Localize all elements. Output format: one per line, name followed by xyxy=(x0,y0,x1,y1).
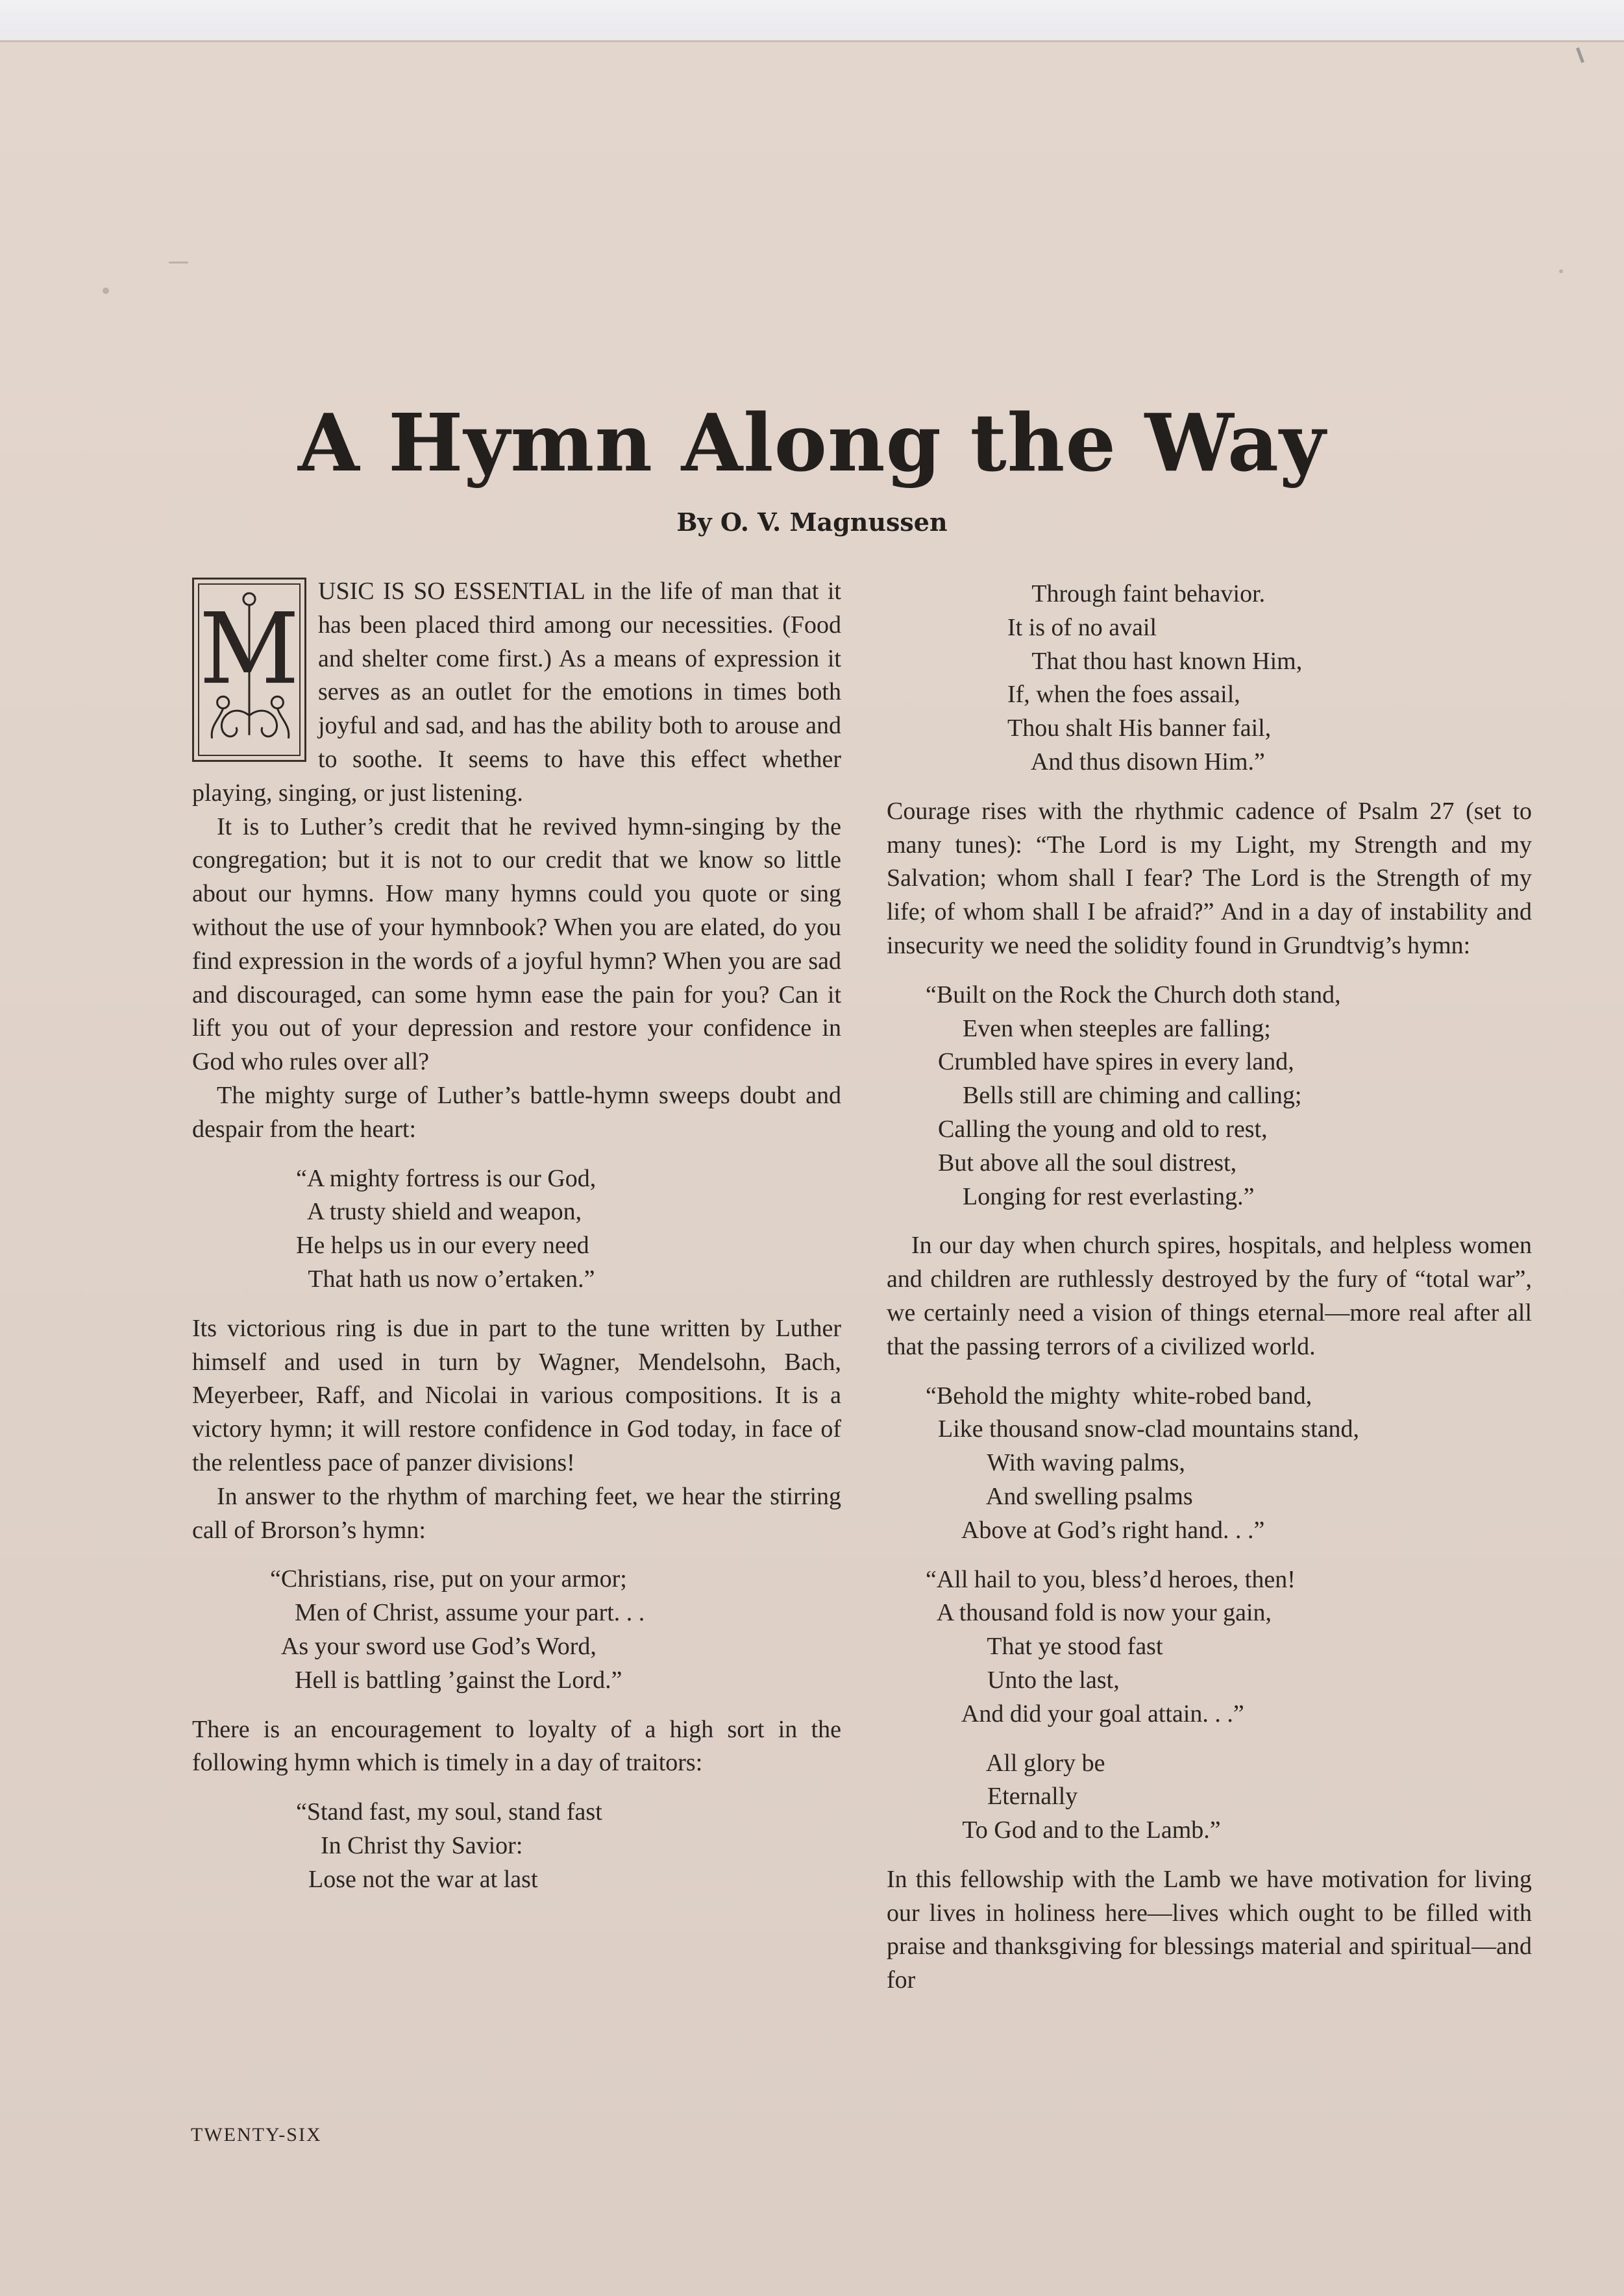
loyalty-paragraph: There is an encouragement to loyalty of a high sort in the following hymn which is timely in a day of traitors: xyxy=(192,1715,841,1777)
verse-line: All glory be xyxy=(926,1749,1105,1777)
drop-cap-letter: M xyxy=(199,592,299,707)
verse-line: Lose not the war at last xyxy=(296,1865,538,1893)
intro-paragraph: USIC IS SO ESSENTIAL in the life of man that it has been placed third among our necessities. (Food and shelter come first.) As a means of expression it serves as an outlet for the emotions in times both joyful and sad, and has the ability both to arouse and to soothe. It seems to have this effect whether playing, singing, or just listening. xyxy=(192,578,841,807)
article-title: A Hymn Along the Way xyxy=(298,396,1326,489)
verse-behold xyxy=(926,1380,1532,1548)
verse-line: “All hail to you, bless’d heroes, then! xyxy=(926,1565,1296,1593)
paper-speck xyxy=(103,287,109,294)
paper-speck xyxy=(169,262,188,263)
verse-line: “Stand fast, my soul, stand fast xyxy=(296,1798,602,1826)
verse-line: Eternally xyxy=(926,1783,1078,1811)
verse-line: “Built on the Rock the Church doth stand, xyxy=(926,981,1341,1008)
verse-line: “Christians, rise, put on your armor; xyxy=(270,1565,627,1593)
verse-line: Bells still are chiming and calling; xyxy=(926,1082,1302,1110)
fellowship-paragraph: In this fellowship with the Lamb we have motivation for living our lives in holiness here—lives which ought to be filled with praise and thanksgiving for blessings material and spiritual—and for xyxy=(887,1865,1532,1994)
verse-stand-fast xyxy=(296,1796,841,1896)
surge-paragraph: The mighty surge of Luther’s battle-hymn sweeps doubt and despair from the heart: xyxy=(192,1081,841,1143)
verse-line: Calling the young and old to rest, xyxy=(926,1115,1268,1143)
drop-cap xyxy=(192,578,306,762)
page-number: TWENTY-SIX xyxy=(191,2124,322,2145)
rhythm-paragraph: In answer to the rhythm of marching feet, we hear the stirring call of Brorson’s hymn: xyxy=(192,1482,841,1544)
ornamental-drop-cap-m xyxy=(199,585,299,755)
verse-all-glory xyxy=(926,1747,1532,1848)
scan-top-border xyxy=(0,0,1624,40)
left-column xyxy=(192,575,841,1912)
verse-line: That thou hast known Him, xyxy=(1007,647,1303,675)
verse-line: Unto the last, xyxy=(926,1666,1120,1694)
verse-line: And swelling psalms xyxy=(926,1482,1193,1510)
verse-christians-rise xyxy=(270,1563,841,1697)
verse-line: And thus disown Him.” xyxy=(1007,748,1265,776)
verse-line: He helps us in our every need xyxy=(296,1232,589,1260)
right-column xyxy=(887,578,1532,1997)
verse-line: In Christ thy Savior: xyxy=(296,1831,523,1859)
verse-line: But above all the soul distrest, xyxy=(926,1149,1237,1177)
verse-line: With waving palms, xyxy=(926,1449,1185,1477)
verse-line: It is of no avail xyxy=(1007,613,1157,641)
victorious-paragraph: Its victorious ring is due in part to the tune written by Luther himself and used in turn by Wagner, Mendelsohn, Bach, Meyerbeer, Raff, and Nicolai in various compositions. It is a victory hymn; it will restore confidence in God today, in face of the relentless pace of panzer divisions! xyxy=(192,1314,841,1476)
verse-line: Through faint behavior. xyxy=(1007,580,1266,607)
verse-line: A thousand fold is now your gain, xyxy=(926,1599,1272,1627)
verse-line: Like thousand snow-clad mountains stand, xyxy=(926,1415,1360,1443)
verse-stand-fast-continued xyxy=(1007,578,1532,779)
verse-line: That hath us now o’ertaken.” xyxy=(296,1265,595,1293)
verse-line: If, when the foes assail, xyxy=(1007,681,1240,709)
verse-all-hail xyxy=(926,1563,1532,1731)
spires-paragraph: In our day when church spires, hospitals, and helpless women and children are ruthlessly destroyed by the fury of “total war”, we certainly need a vision of things eternal—more real after all that the passing terrors of a civilized world. xyxy=(887,1232,1532,1360)
verse-line: Above at God’s right hand. . .” xyxy=(926,1516,1265,1544)
verse-line: Hell is battling ’gainst the Lord.” xyxy=(270,1666,622,1694)
verse-line: Men of Christ, assume your part. . . xyxy=(270,1599,645,1627)
verse-line: And did your goal attain. . .” xyxy=(926,1700,1244,1728)
verse-line: A trusty shield and weapon, xyxy=(296,1198,582,1226)
courage-paragraph: Courage rises with the rhythmic cadence of Psalm 27 (set to many tunes): “The Lord is my Light, my Strength and my Salvation; whom shall I fear? The Lord is the Strength of my life; of whom shall I be afraid?” And in a day of instability and insecurity we need the solidity found in Grundtvig’s hymn: xyxy=(887,797,1532,959)
verse-line: Thou shalt His banner fail, xyxy=(1007,714,1272,742)
verse-line: Even when steeples are falling; xyxy=(926,1014,1271,1042)
article-byline: By O. V. Magnussen xyxy=(676,507,948,537)
page-corner-mark xyxy=(1576,47,1584,63)
verse-line: As your sword use God’s Word, xyxy=(270,1632,597,1660)
verse-mighty-fortress xyxy=(296,1162,841,1297)
verse-line: Longing for rest everlasting.” xyxy=(926,1182,1255,1210)
verse-line: “Behold the mighty white-robed band, xyxy=(926,1382,1312,1410)
verse-line: To God and to the Lamb.” xyxy=(926,1816,1221,1844)
verse-line: That ye stood fast xyxy=(926,1633,1163,1661)
paper-speck xyxy=(1559,269,1563,273)
verse-built-on-the-rock xyxy=(926,979,1532,1214)
luther-paragraph: It is to Luther’s credit that he revived hymn-singing by the congregation; but it is not to our credit that we know so little about our hymns. How many hymns could you quote or sing without the use of your hymnbook? When you are elated, do you find expression in the words of a joyful hymn? When you are sad and discouraged, can some hymn ease the pain for you? Can it lift you out of your depression and restore your confidence in God who rules over all? xyxy=(192,812,841,1076)
verse-line: “A mighty fortress is our God, xyxy=(296,1164,597,1192)
verse-line: Crumbled have spires in every land, xyxy=(926,1048,1294,1076)
